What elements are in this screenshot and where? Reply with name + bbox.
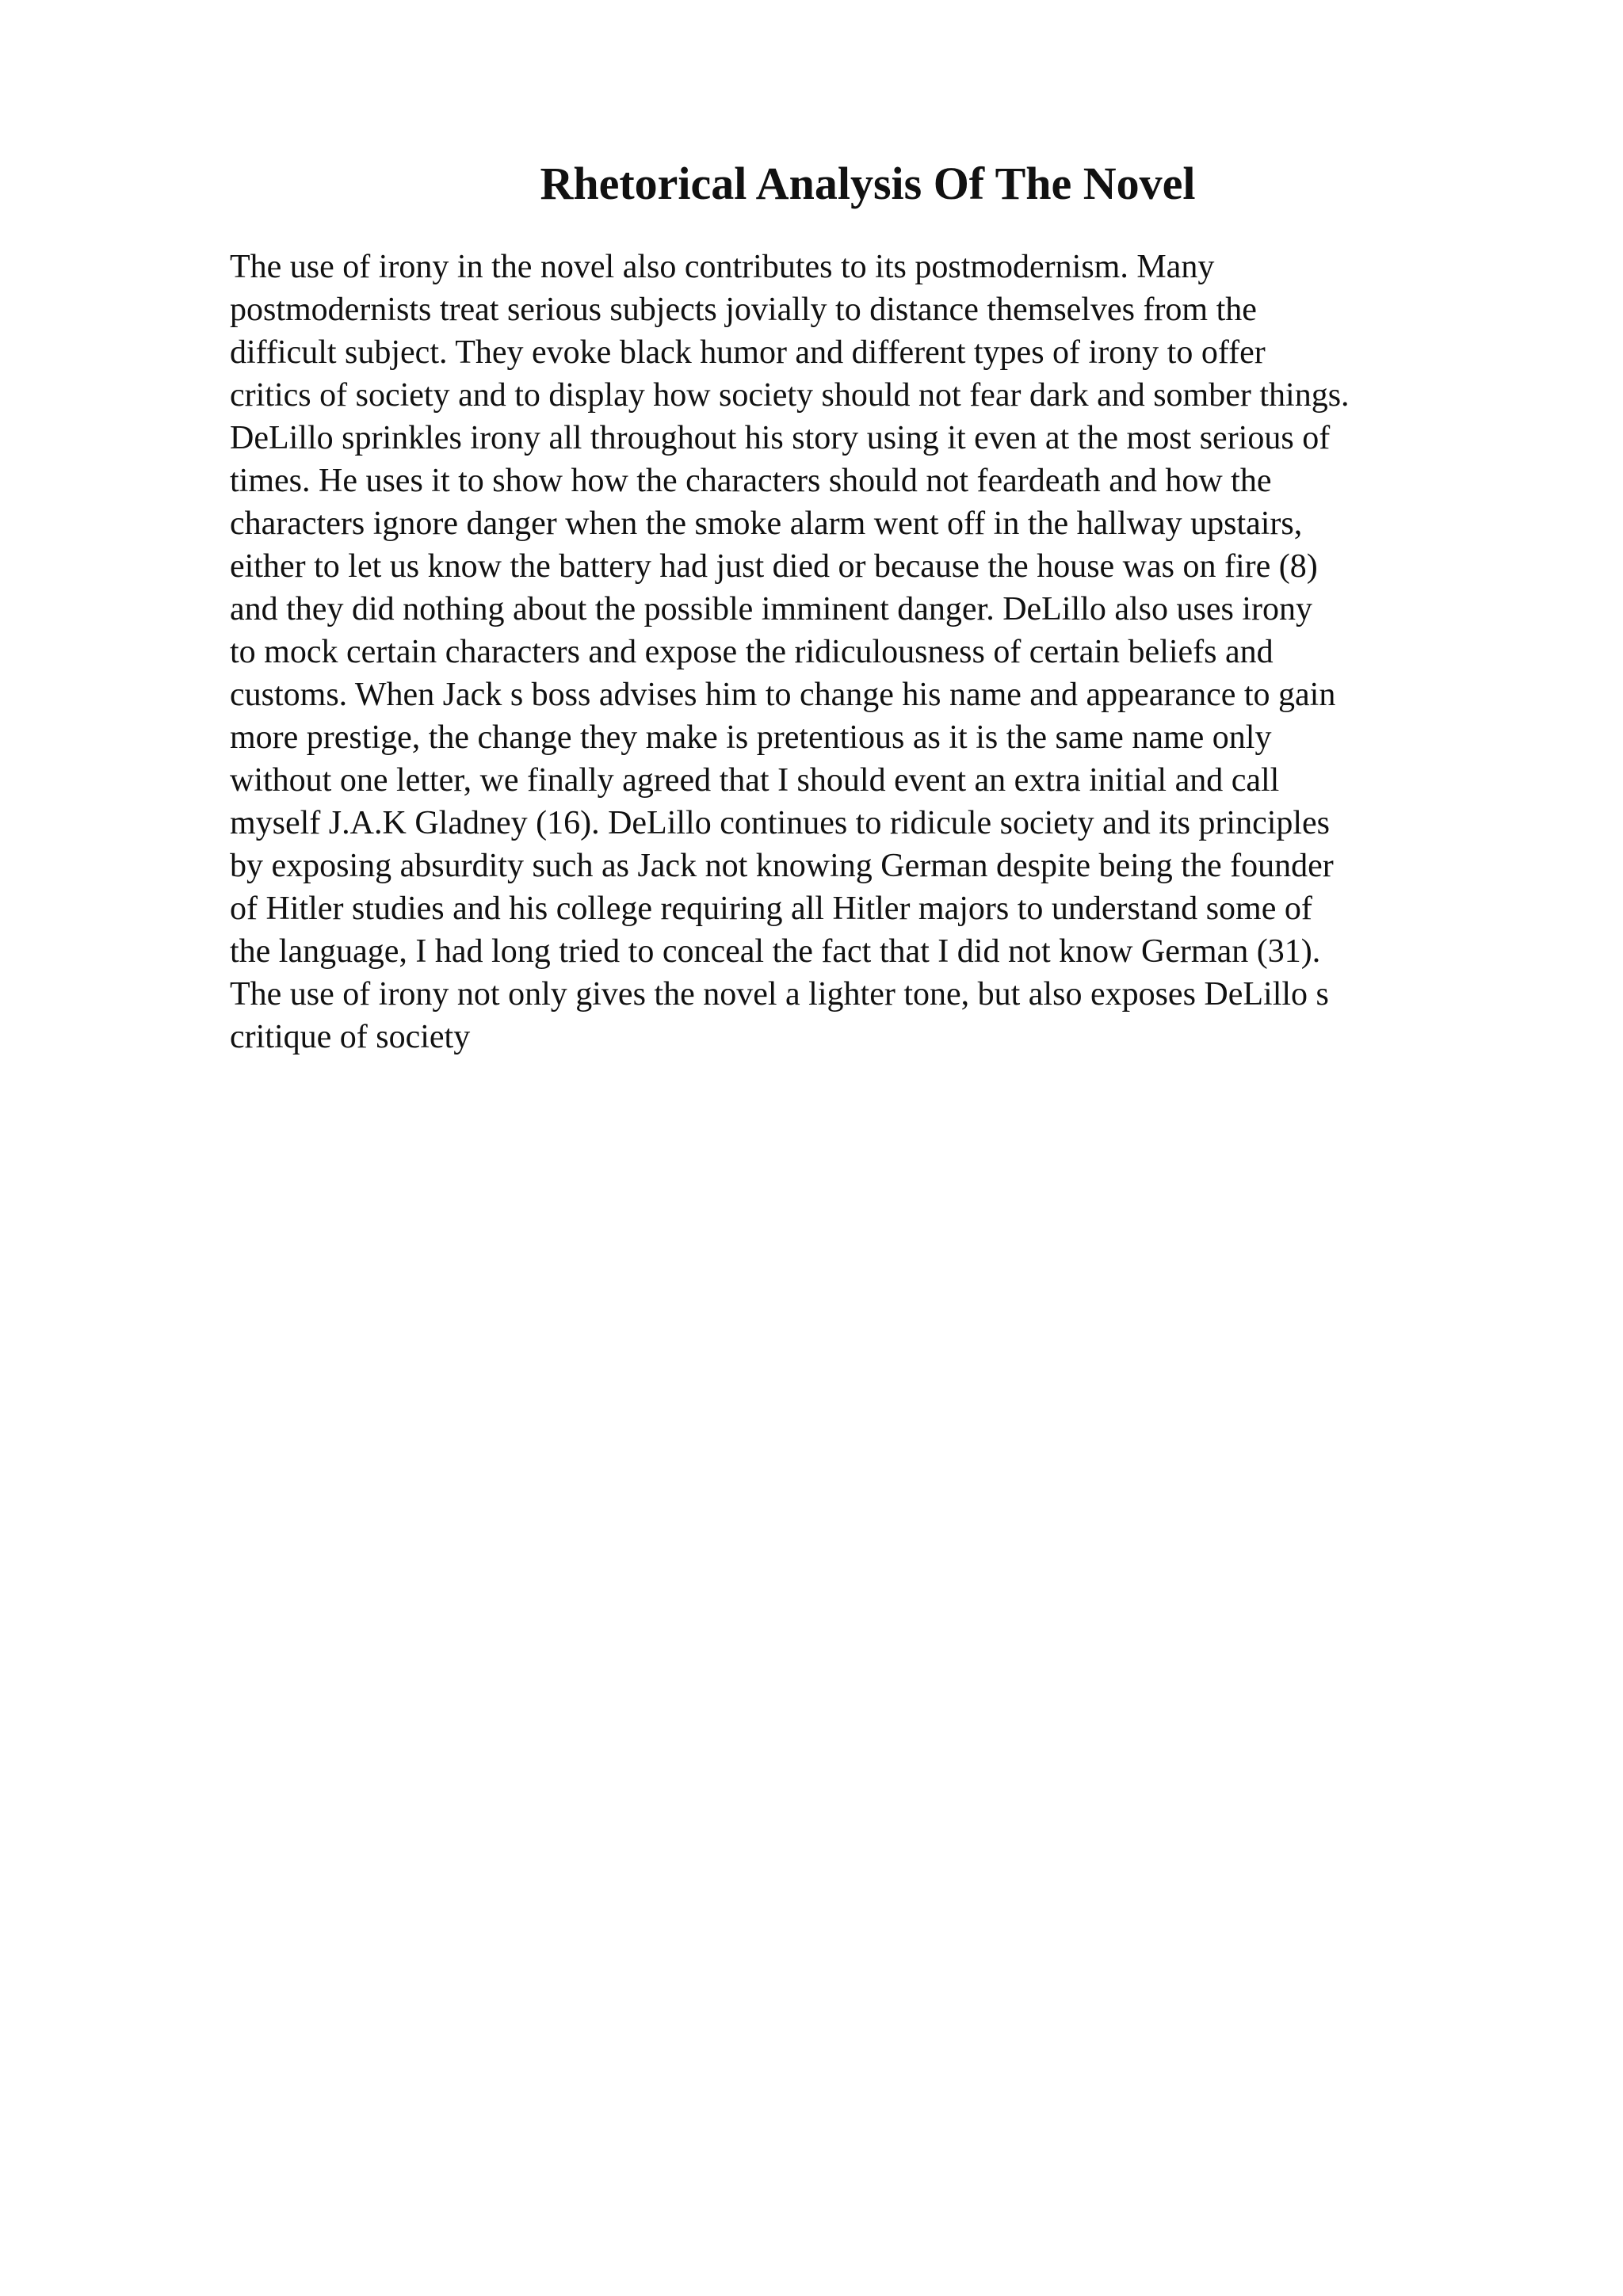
body-line: critique of society	[230, 1019, 471, 1055]
body-line: the language, I had long tried to conceal the fact that I did not know German (31).	[230, 933, 1321, 970]
body-line: critics of society and to display how society should not fear dark and somber things.	[230, 377, 1350, 414]
body-line: The use of irony in the novel also contributes to its postmodernism. Many	[230, 249, 1215, 285]
body-line: by exposing absurdity such as Jack not knowing German despite being the founder	[230, 848, 1334, 884]
body-line: customs. When Jack s boss advises him to change his name and appearance to gain	[230, 677, 1336, 713]
body-line: either to let us know the battery had just died or because the house was on fire (8)	[230, 548, 1318, 585]
body-line: postmodernists treat serious subjects jovially to distance themselves from the	[230, 292, 1257, 328]
body-line: characters ignore danger when the smoke alarm went off in the hallway upstairs,	[230, 505, 1303, 542]
body-line: of Hitler studies and his college requiring all Hitler majors to understand some of	[230, 891, 1312, 927]
body-line: to mock certain characters and expose the ridiculousness of certain beliefs and	[230, 634, 1274, 670]
body-line: difficult subject. They evoke black humor and different types of irony to offer	[230, 334, 1266, 371]
body-line: DeLillo sprinkles irony all throughout his story using it even at the most serious of	[230, 420, 1331, 456]
body-line: without one letter, we finally agreed that I should event an extra initial and call	[230, 762, 1280, 799]
body-line: The use of irony not only gives the novel a lighter tone, but also exposes DeLillo s	[230, 976, 1329, 1013]
document-body	[230, 246, 1482, 1058]
body-line: myself J.A.K Gladney (16). DeLillo continues to ridicule society and its principles	[230, 805, 1331, 841]
body-line: times. He uses it to show how the characters should not feardeath and how the	[230, 463, 1272, 499]
body-line: more prestige, the change they make is pretentious as it is the same name only	[230, 719, 1272, 756]
document-title: Rhetorical Analysis Of The Novel	[540, 158, 1196, 209]
body-line: and they did nothing about the possible imminent danger. DeLillo also uses irony	[230, 591, 1312, 627]
